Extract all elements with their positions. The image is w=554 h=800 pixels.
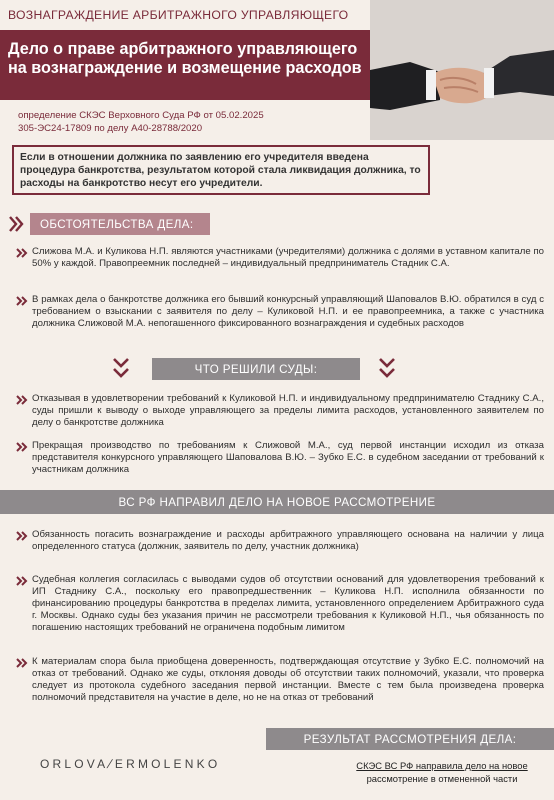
result-text bbox=[334, 760, 550, 785]
list-item bbox=[16, 393, 544, 429]
arrow-bullet-icon bbox=[16, 296, 32, 306]
arrow-bullet-icon bbox=[16, 576, 32, 586]
chevron-down-icon bbox=[378, 357, 396, 381]
company-logo bbox=[40, 757, 220, 771]
circumstance-text: В рамках дела о банкротстве должника его бывший конкурсный управляющий Шаповалов В.Ю. обратился в суд с требованием о взыскании с заявителя по делу – Куликовой Н.П. и ее правопреемника, а также с участника должника Слижовой М.А. непогашенного фиксированного вознаграждения и судебных расходов bbox=[32, 294, 544, 329]
arrow-bullet-icon bbox=[16, 442, 32, 452]
ruling-reference bbox=[18, 110, 358, 135]
supreme-court-text: К материалам спора была приобщена доверенность, подтверждающая отсутствие у Зубко Е.С. полномочий на отказ от требований. Однако же суды, отклоняя доводы об отсутствии таких полномочий, указали, что проверка следует из протокола судебного заседания первой инстанции. Вместе с тем была произведена проверка полномочий представителя на участие в деле, но не на отказ от требований bbox=[32, 656, 544, 703]
list-item bbox=[16, 529, 544, 553]
list-item bbox=[16, 440, 544, 476]
court-decision-text: Прекращая производство по требованиям к Слижовой М.А., суд первой инстанции исходил из отказа представителя конкурсного управляющего Шаповалова В.Ю. – Зубко Е.С. в судебном заседании от требований к участникам должника bbox=[32, 440, 544, 475]
handshake-image bbox=[370, 0, 554, 140]
list-item bbox=[16, 656, 544, 704]
section-header-courts: ЧТО РЕШИЛИ СУДЫ: bbox=[152, 358, 360, 380]
logo-right: ERMOLENKO bbox=[114, 757, 221, 771]
court-decision-text: Отказывая в удовлетворении требований к Куликовой Н.П. и индивидуальному предпринимателю Стаднику С.А., суды пришли к выводу о выходе управляющего за пределы лимита расходов, установленного заявителем по делу о банкротстве должника bbox=[32, 393, 544, 428]
list-item bbox=[16, 574, 544, 634]
logo-slash: / bbox=[105, 757, 118, 771]
chevron-right-icon bbox=[8, 215, 24, 233]
ruling-line-2: 305-ЭС24-17809 по делу А40-28788/2020 bbox=[18, 122, 203, 134]
arrow-bullet-icon bbox=[16, 531, 32, 541]
page-title: Дело о праве арбитражного управляющего на вознаграждение и возмещение расходов bbox=[8, 40, 362, 77]
ruling-line-1: определение СКЭС Верховного Суда РФ от 05.02.2025 bbox=[18, 110, 264, 121]
supreme-court-text: Обязанность погасить вознаграждение и расходы арбитражного управляющего основана на наличии у лица определенного статуса (должник, заявитель по делу, участник должника) bbox=[32, 529, 544, 552]
result-line-2: рассмотрение в отмененной части bbox=[366, 772, 518, 784]
header-top-label: ВОЗНАГРАЖДЕНИЕ АРБИТРАЖНОГО УПРАВЛЯЮЩЕГО bbox=[8, 8, 349, 22]
result-line-1: СКЭС ВС РФ направила дело на новое bbox=[356, 760, 528, 771]
logo-left: ORLOVA bbox=[40, 757, 109, 771]
arrow-bullet-icon bbox=[16, 248, 32, 258]
arrow-bullet-icon bbox=[16, 395, 32, 405]
supreme-court-text: Судебная коллегия согласилась с выводами судов об отсутствии оснований для удовлетворения требований к ИП Стаднику С.А., поскольку его правопредшественник – Куликова Н.П. исполнила обязанности по финансированию процедуры банкротства в пределах лимита, установленного определением Арбитражного суда г. Москвы. Однако суды без указания причин не рассмотрели требования к Куликовой Н.П., чья обязанность по погашению настоящих требований не ограничена подобным лимитом bbox=[32, 574, 544, 633]
list-item bbox=[16, 294, 544, 330]
circumstance-text: Слижова М.А. и Куликова Н.П. являются участниками (учредителями) должника с долями в уставном капитале по 50% у каждой. Правопреемник последней – индивидуальный предприниматель Стадник С.А. bbox=[32, 246, 544, 269]
arrow-bullet-icon bbox=[16, 658, 32, 668]
list-item bbox=[16, 246, 544, 270]
chevron-down-icon bbox=[112, 357, 130, 381]
section-header-circumstances: ОБСТОЯТЕЛЬСТВА ДЕЛА: bbox=[30, 213, 210, 235]
summary-box: Если в отношении должника по заявлению его учредителя введена процедура банкротства, результатом которой стала ликвидация должника, то расходы на банкротство несут его учредители. bbox=[12, 145, 430, 195]
section-header-result: РЕЗУЛЬТАТ РАССМОТРЕНИЯ ДЕЛА: bbox=[266, 728, 554, 750]
section-header-supreme-court: ВС РФ НАПРАВИЛ ДЕЛО НА НОВОЕ РАССМОТРЕНИЕ bbox=[0, 490, 554, 514]
header-top-strip bbox=[0, 0, 370, 30]
